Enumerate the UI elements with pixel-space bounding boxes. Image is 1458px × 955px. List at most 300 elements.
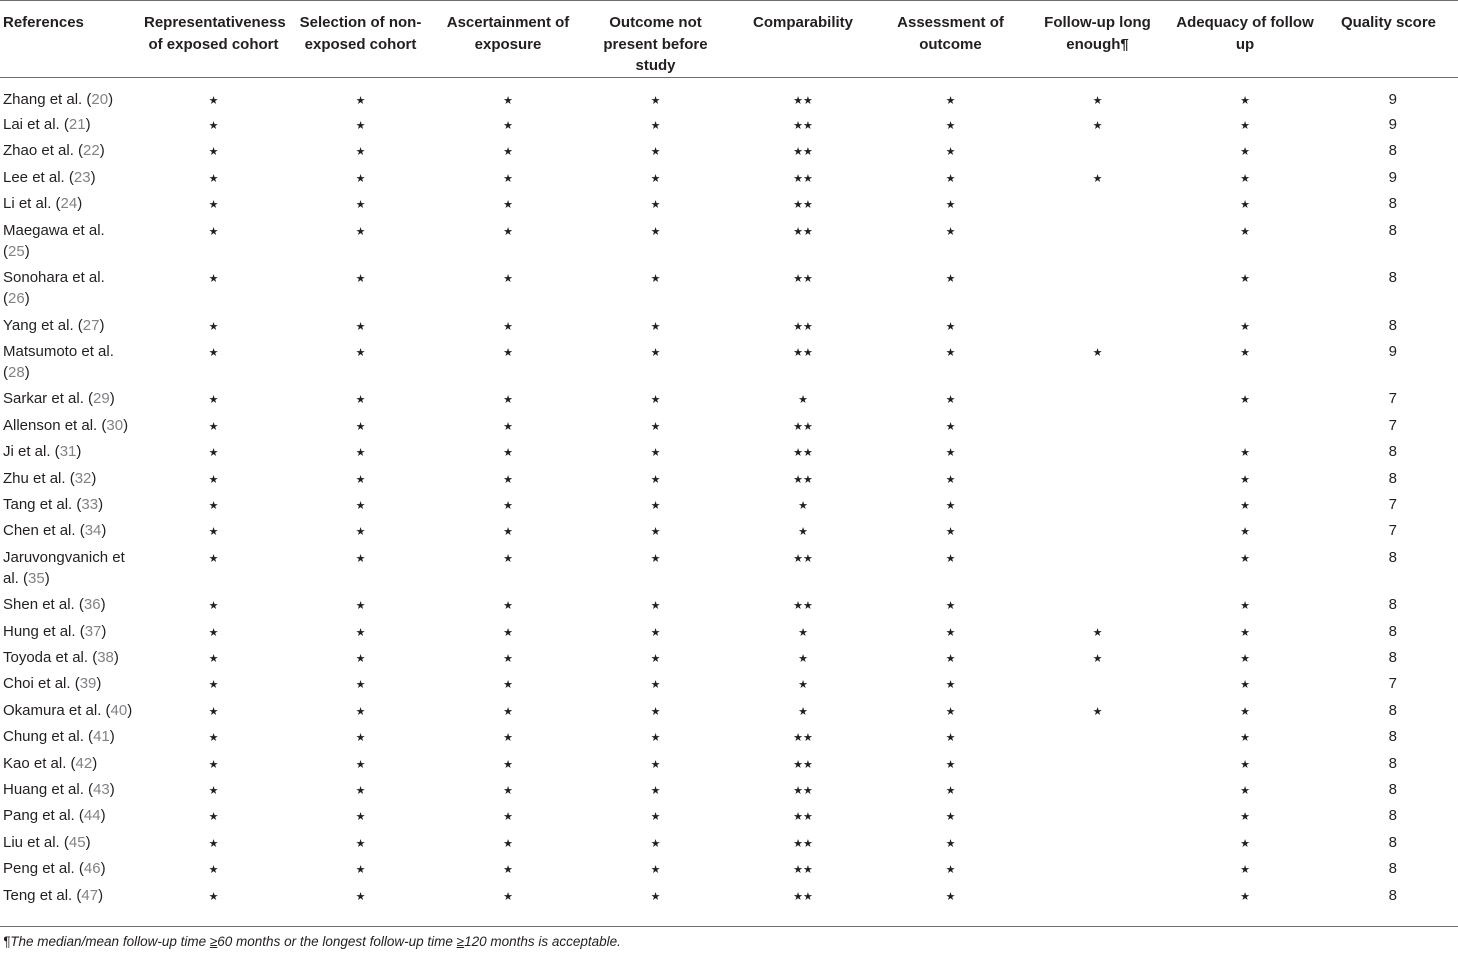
col-header-ascertainment: Ascertainment of exposure xyxy=(434,1,582,78)
star-rating-cell: ★★ xyxy=(793,811,813,824)
star-rating-cell xyxy=(1024,220,1171,268)
table-row xyxy=(0,805,1458,831)
table-row xyxy=(0,621,1458,647)
star-rating-cell xyxy=(1024,832,1171,858)
reference-name: Huang et al. ( xyxy=(3,781,94,799)
star-rating-cell xyxy=(1024,805,1171,831)
reference-close-paren: ) xyxy=(127,701,133,719)
star-rating-cell: ★ xyxy=(208,500,219,513)
star-rating-cell: ★ xyxy=(355,785,366,798)
quality-score-cell: 8 xyxy=(1388,195,1397,213)
citation-link[interactable]: 39 xyxy=(79,675,97,693)
reference-cell xyxy=(0,315,140,341)
reference-name: Teng et al. ( xyxy=(3,886,82,904)
star-rating-cell: ★ xyxy=(1092,172,1103,185)
star-rating-cell: ★ xyxy=(650,500,661,513)
table-row xyxy=(0,832,1458,858)
star-rating-cell: ★ xyxy=(1240,172,1250,185)
reference-cell xyxy=(0,468,140,494)
star-rating-cell xyxy=(1024,494,1171,520)
star-rating-cell: ★ xyxy=(1092,94,1103,107)
citation-link[interactable]: 34 xyxy=(84,522,102,540)
star-rating-cell: ★ xyxy=(1240,447,1250,460)
reference-cell xyxy=(0,520,140,546)
table-row xyxy=(0,140,1458,166)
star-rating-cell xyxy=(1024,315,1171,341)
table-row xyxy=(0,673,1458,699)
star-rating-cell: ★ xyxy=(1240,679,1250,692)
star-rating-cell: ★ xyxy=(355,420,366,433)
col-header-representativeness: Representativeness of exposed cohort xyxy=(140,1,287,78)
star-rating-cell: ★ xyxy=(798,679,808,692)
star-rating-cell: ★ xyxy=(798,500,808,513)
quality-score-cell: 7 xyxy=(1388,675,1397,693)
star-rating-cell: ★ xyxy=(503,500,513,513)
star-rating-cell: ★ xyxy=(208,811,219,824)
star-rating-cell: ★ xyxy=(945,785,956,798)
star-rating-cell: ★ xyxy=(355,320,366,333)
star-rating-cell: ★ xyxy=(503,394,513,407)
col-header-assessment: Assessment of outcome xyxy=(877,1,1024,78)
reference-name: Shen et al. ( xyxy=(3,596,84,614)
star-rating-cell: ★ xyxy=(650,120,661,132)
star-rating-cell: ★ xyxy=(798,526,808,539)
star-rating-cell: ★ xyxy=(355,346,366,359)
quality-score-cell: 8 xyxy=(1388,221,1397,239)
star-rating-cell: ★★ xyxy=(793,758,813,771)
star-rating-cell: ★ xyxy=(208,732,219,745)
star-rating-cell xyxy=(1024,673,1171,699)
star-rating-cell: ★ xyxy=(503,600,513,613)
reference-cell xyxy=(0,114,140,140)
citation-link[interactable]: 23 xyxy=(73,168,91,186)
star-rating-cell xyxy=(1024,388,1171,414)
star-rating-cell: ★★ xyxy=(793,120,813,132)
reference-cell xyxy=(0,647,140,673)
star-rating-cell: ★ xyxy=(503,679,513,692)
star-rating-cell: ★ xyxy=(355,890,366,903)
star-rating-cell: ★ xyxy=(650,653,661,666)
star-rating-cell: ★ xyxy=(1240,320,1250,333)
star-rating-cell: ★ xyxy=(355,394,366,407)
star-rating-cell: ★ xyxy=(1240,864,1250,877)
reference-name: Jaruvongvanich et al. ( xyxy=(3,548,125,587)
reference-name: Peng et al. ( xyxy=(3,860,84,878)
star-rating-cell: ★ xyxy=(650,225,661,238)
star-rating-cell: ★ xyxy=(650,705,661,718)
reference-cell xyxy=(0,220,140,268)
citation-link[interactable]: 36 xyxy=(83,596,101,614)
citation-link[interactable]: 33 xyxy=(81,496,99,514)
star-rating-cell: ★ xyxy=(208,526,219,539)
star-rating-cell: ★★ xyxy=(793,890,813,903)
citation-link[interactable]: 21 xyxy=(68,116,86,133)
star-rating-cell: ★ xyxy=(650,473,661,486)
star-rating-cell: ★ xyxy=(208,346,219,359)
star-rating-cell: ★ xyxy=(1092,705,1103,718)
star-rating-cell: ★ xyxy=(945,225,956,238)
quality-score-cell: 8 xyxy=(1388,728,1397,746)
quality-score-cell: 9 xyxy=(1388,90,1397,108)
citation-link[interactable]: 30 xyxy=(106,416,124,434)
reference-cell xyxy=(0,700,140,726)
citation-link[interactable]: 20 xyxy=(91,90,109,108)
citation-link[interactable]: 22 xyxy=(83,142,100,160)
star-rating-cell: ★ xyxy=(798,394,808,407)
star-rating-cell: ★ xyxy=(945,679,956,692)
star-rating-cell: ★★ xyxy=(793,864,813,877)
star-rating-cell: ★ xyxy=(945,120,956,132)
quality-score-cell: 7 xyxy=(1388,416,1397,434)
star-rating-cell: ★ xyxy=(650,420,661,433)
star-rating-cell: ★ xyxy=(1240,346,1250,359)
star-rating-cell: ★ xyxy=(208,394,219,407)
reference-cell xyxy=(0,441,140,467)
reference-cell xyxy=(0,885,140,911)
reference-name: Okamura et al. ( xyxy=(3,701,111,719)
quality-score-cell: 8 xyxy=(1388,269,1397,287)
reference-close-paren: ) xyxy=(100,596,106,614)
citation-link[interactable]: 41 xyxy=(93,728,110,746)
star-rating-cell: ★ xyxy=(355,120,366,132)
star-rating-cell: ★★ xyxy=(793,600,813,613)
citation-link[interactable]: 45 xyxy=(68,833,86,851)
star-rating-cell: ★ xyxy=(355,758,366,771)
reference-name: Li et al. ( xyxy=(3,195,61,213)
citation-link[interactable]: 47 xyxy=(81,886,99,904)
star-rating-cell: ★ xyxy=(650,146,661,159)
reference-cell xyxy=(0,858,140,884)
reference-name: Matsumoto et al. ( xyxy=(3,342,114,381)
reference-name: Toyoda et al. ( xyxy=(3,649,98,667)
star-rating-cell xyxy=(1171,415,1319,441)
citation-link[interactable]: 26 xyxy=(8,290,25,308)
quality-score-cell: 8 xyxy=(1388,142,1397,160)
star-rating-cell: ★ xyxy=(355,146,366,159)
star-rating-cell: ★ xyxy=(355,837,366,850)
star-rating-cell: ★ xyxy=(650,172,661,185)
reference-close-paren: ) xyxy=(91,469,97,487)
citation-link[interactable]: 35 xyxy=(28,569,45,587)
quality-score-cell: 9 xyxy=(1388,116,1397,133)
reference-name: Liu et al. ( xyxy=(3,833,69,851)
star-rating-cell: ★ xyxy=(945,346,956,359)
star-rating-cell: ★ xyxy=(208,146,219,159)
star-rating-cell: ★ xyxy=(650,273,661,286)
star-rating-cell: ★ xyxy=(355,199,366,212)
reference-name: Lee et al. ( xyxy=(3,168,74,186)
star-rating-cell: ★ xyxy=(208,600,219,613)
star-rating-cell xyxy=(1024,779,1171,805)
star-rating-cell: ★ xyxy=(355,600,366,613)
citation-link[interactable]: 46 xyxy=(83,860,101,878)
star-rating-cell: ★★ xyxy=(793,225,813,238)
star-rating-cell: ★ xyxy=(355,473,366,486)
star-rating-cell: ★ xyxy=(1240,94,1250,107)
citation-link[interactable]: 25 xyxy=(8,242,25,260)
star-rating-cell: ★ xyxy=(1240,837,1250,850)
reference-name: Pang et al. ( xyxy=(3,807,84,825)
star-rating-cell: ★ xyxy=(503,346,513,359)
star-rating-cell: ★ xyxy=(945,273,956,286)
reference-name: Kao et al. ( xyxy=(3,754,76,772)
star-rating-cell: ★ xyxy=(945,732,956,745)
star-rating-cell: ★ xyxy=(650,94,661,107)
reference-close-paren: ) xyxy=(96,675,102,693)
star-rating-cell: ★ xyxy=(945,172,956,185)
reference-cell xyxy=(0,832,140,858)
table-row xyxy=(0,77,1458,114)
star-rating-cell: ★ xyxy=(208,320,219,333)
star-rating-cell: ★ xyxy=(945,864,956,877)
citation-link[interactable]: 27 xyxy=(82,316,100,334)
star-rating-cell xyxy=(1024,520,1171,546)
citation-link[interactable]: 42 xyxy=(75,754,93,772)
star-rating-cell: ★ xyxy=(503,552,513,565)
reference-cell xyxy=(0,388,140,414)
star-rating-cell: ★ xyxy=(945,552,956,565)
table-row xyxy=(0,647,1458,673)
star-rating-cell: ★ xyxy=(1240,526,1250,539)
reference-name: Sonohara et al. ( xyxy=(3,269,105,308)
table-row xyxy=(0,193,1458,219)
star-rating-cell: ★★ xyxy=(793,172,813,185)
star-rating-cell: ★ xyxy=(1240,626,1250,639)
reference-close-paren: ) xyxy=(24,290,30,308)
star-rating-cell: ★ xyxy=(208,473,219,486)
reference-cell xyxy=(0,594,140,620)
table-footnote xyxy=(3,934,621,949)
reference-cell xyxy=(0,753,140,779)
col-header-comparability: Comparability xyxy=(729,1,877,78)
star-rating-cell: ★ xyxy=(650,890,661,903)
star-rating-cell: ★ xyxy=(503,273,513,286)
star-rating-cell: ★ xyxy=(355,172,366,185)
table-row xyxy=(0,700,1458,726)
star-rating-cell: ★ xyxy=(1240,473,1250,486)
citation-link[interactable]: 44 xyxy=(83,807,101,825)
star-rating-cell xyxy=(1024,267,1171,315)
quality-score-cell: 8 xyxy=(1388,860,1397,878)
star-rating-cell: ★ xyxy=(503,172,513,185)
star-rating-cell: ★ xyxy=(650,811,661,824)
star-rating-cell: ★ xyxy=(1240,500,1250,513)
reference-name: Zhang et al. ( xyxy=(3,90,92,108)
reference-cell xyxy=(0,267,140,315)
star-rating-cell: ★ xyxy=(208,890,219,903)
footnote-mid: 60 months or the longest follow-up time xyxy=(217,934,457,949)
citation-link[interactable]: 43 xyxy=(93,781,110,799)
star-rating-cell: ★ xyxy=(650,758,661,771)
quality-score-cell: 8 xyxy=(1388,596,1397,614)
quality-score-cell: 9 xyxy=(1388,342,1397,360)
reference-close-paren: ) xyxy=(99,142,105,160)
star-rating-cell: ★ xyxy=(503,447,513,460)
star-rating-cell: ★ xyxy=(945,394,956,407)
star-rating-cell: ★ xyxy=(503,758,513,771)
star-rating-cell: ★ xyxy=(650,447,661,460)
star-rating-cell: ★★ xyxy=(793,447,813,460)
reference-name: Maegawa et al. ( xyxy=(3,221,105,260)
star-rating-cell: ★★ xyxy=(793,473,813,486)
star-rating-cell: ★ xyxy=(503,785,513,798)
col-header-follow-up-long-enough: Follow-up long enough¶ xyxy=(1024,1,1171,78)
table-row xyxy=(0,315,1458,341)
star-rating-cell: ★ xyxy=(798,653,808,666)
table-row xyxy=(0,885,1458,911)
star-rating-cell: ★ xyxy=(355,705,366,718)
star-rating-cell: ★ xyxy=(208,420,219,433)
star-rating-cell: ★ xyxy=(355,653,366,666)
table-row xyxy=(0,167,1458,193)
citation-link[interactable]: 29 xyxy=(93,390,110,408)
star-rating-cell: ★ xyxy=(650,785,661,798)
star-rating-cell: ★ xyxy=(208,447,219,460)
star-rating-cell: ★ xyxy=(1240,600,1250,613)
footnote-prefix: ¶The median/mean follow-up time xyxy=(3,934,210,949)
star-rating-cell: ★ xyxy=(945,600,956,613)
quality-score-cell: 8 xyxy=(1388,469,1397,487)
star-rating-cell xyxy=(1024,885,1171,911)
star-rating-cell: ★ xyxy=(1240,146,1250,159)
table-row xyxy=(0,726,1458,752)
star-rating-cell: ★ xyxy=(355,552,366,565)
reference-close-paren: ) xyxy=(76,443,82,461)
star-rating-cell: ★ xyxy=(945,705,956,718)
star-rating-cell: ★ xyxy=(503,526,513,539)
star-rating-cell: ★ xyxy=(503,473,513,486)
reference-name: Chen et al. ( xyxy=(3,522,85,540)
star-rating-cell xyxy=(1024,594,1171,620)
table-row xyxy=(0,753,1458,779)
star-rating-cell: ★★ xyxy=(793,346,813,359)
table-row xyxy=(0,547,1458,595)
quality-score-cell: 8 xyxy=(1388,807,1397,825)
star-rating-cell: ★ xyxy=(945,420,956,433)
star-rating-cell: ★ xyxy=(503,120,513,132)
star-rating-cell xyxy=(1024,547,1171,595)
header-row xyxy=(0,1,1458,78)
star-rating-cell xyxy=(1024,468,1171,494)
reference-name: Zhao et al. ( xyxy=(3,142,84,160)
footnote-ge-1: ≥ xyxy=(209,934,218,949)
star-rating-cell: ★ xyxy=(355,526,366,539)
star-rating-cell: ★ xyxy=(503,146,513,159)
quality-score-cell: 8 xyxy=(1388,649,1397,667)
star-rating-cell: ★ xyxy=(650,626,661,639)
reference-name: Choi et al. ( xyxy=(3,675,80,693)
quality-score-cell: 8 xyxy=(1388,622,1397,640)
reference-close-paren: ) xyxy=(99,316,105,334)
citation-link[interactable]: 37 xyxy=(84,622,102,640)
star-rating-cell: ★ xyxy=(945,653,956,666)
reference-close-paren: ) xyxy=(109,781,115,799)
star-rating-cell: ★ xyxy=(1240,732,1250,745)
star-rating-cell: ★ xyxy=(945,811,956,824)
star-rating-cell: ★ xyxy=(503,420,513,433)
star-rating-cell: ★ xyxy=(1240,653,1250,666)
star-rating-cell: ★ xyxy=(355,732,366,745)
star-rating-cell: ★ xyxy=(1092,346,1103,359)
reference-close-paren: ) xyxy=(92,754,98,772)
quality-score-cell: 7 xyxy=(1388,496,1397,514)
star-rating-cell: ★ xyxy=(208,837,219,850)
star-rating-cell: ★ xyxy=(1240,705,1250,718)
reference-close-paren: ) xyxy=(90,168,96,186)
citation-link[interactable]: 38 xyxy=(97,649,114,667)
star-rating-cell: ★ xyxy=(503,705,513,718)
reference-close-paren: ) xyxy=(44,569,50,587)
star-rating-cell: ★★ xyxy=(793,837,813,850)
star-rating-cell: ★ xyxy=(503,320,513,333)
quality-score-cell: 8 xyxy=(1388,886,1397,904)
star-rating-cell: ★ xyxy=(945,626,956,639)
star-rating-cell: ★ xyxy=(503,94,513,107)
star-rating-cell: ★ xyxy=(208,785,219,798)
reference-close-paren: ) xyxy=(24,242,30,260)
citation-link[interactable]: 24 xyxy=(60,195,78,213)
reference-close-paren: ) xyxy=(109,728,115,746)
reference-close-paren: ) xyxy=(108,90,114,108)
reference-cell xyxy=(0,494,140,520)
star-rating-cell: ★ xyxy=(650,600,661,613)
reference-close-paren: ) xyxy=(100,807,106,825)
star-rating-cell: ★★ xyxy=(793,273,813,286)
star-rating-cell: ★ xyxy=(208,705,219,718)
reference-close-paren: ) xyxy=(98,886,104,904)
reference-name: Zhu et al. ( xyxy=(3,469,75,487)
bottom-rule xyxy=(0,926,1458,927)
star-rating-cell: ★ xyxy=(355,225,366,238)
star-rating-cell xyxy=(1024,441,1171,467)
col-header-selection: Selection of non-exposed cohort xyxy=(287,1,434,78)
star-rating-cell: ★ xyxy=(650,199,661,212)
quality-score-cell: 9 xyxy=(1388,168,1397,186)
quality-score-cell: 8 xyxy=(1388,754,1397,772)
reference-close-paren: ) xyxy=(101,522,107,540)
star-rating-cell: ★ xyxy=(1092,626,1103,639)
star-rating-cell: ★ xyxy=(355,94,366,107)
star-rating-cell: ★ xyxy=(798,626,808,639)
table-row xyxy=(0,114,1458,140)
star-rating-cell: ★ xyxy=(945,890,956,903)
citation-link[interactable]: 32 xyxy=(74,469,92,487)
table-row xyxy=(0,594,1458,620)
citation-link[interactable]: 31 xyxy=(59,443,77,461)
star-rating-cell: ★ xyxy=(208,273,219,286)
col-header-references: References xyxy=(0,1,140,78)
star-rating-cell: ★★ xyxy=(793,320,813,333)
star-rating-cell xyxy=(1024,140,1171,166)
citation-link[interactable]: 28 xyxy=(8,363,25,381)
reference-cell xyxy=(0,547,140,595)
quality-score-cell: 7 xyxy=(1388,522,1397,540)
star-rating-cell: ★ xyxy=(355,864,366,877)
reference-close-paren: ) xyxy=(113,649,119,667)
star-rating-cell: ★ xyxy=(355,500,366,513)
star-rating-cell: ★ xyxy=(503,890,513,903)
star-rating-cell: ★ xyxy=(208,864,219,877)
star-rating-cell: ★ xyxy=(1240,552,1250,565)
col-header-adequacy: Adequacy of follow up xyxy=(1171,1,1319,78)
reference-cell xyxy=(0,415,140,441)
star-rating-cell xyxy=(1024,726,1171,752)
star-rating-cell: ★ xyxy=(650,732,661,745)
star-rating-cell: ★ xyxy=(1240,394,1250,407)
citation-link[interactable]: 40 xyxy=(110,701,128,719)
reference-cell xyxy=(0,167,140,193)
star-rating-cell: ★ xyxy=(650,864,661,877)
